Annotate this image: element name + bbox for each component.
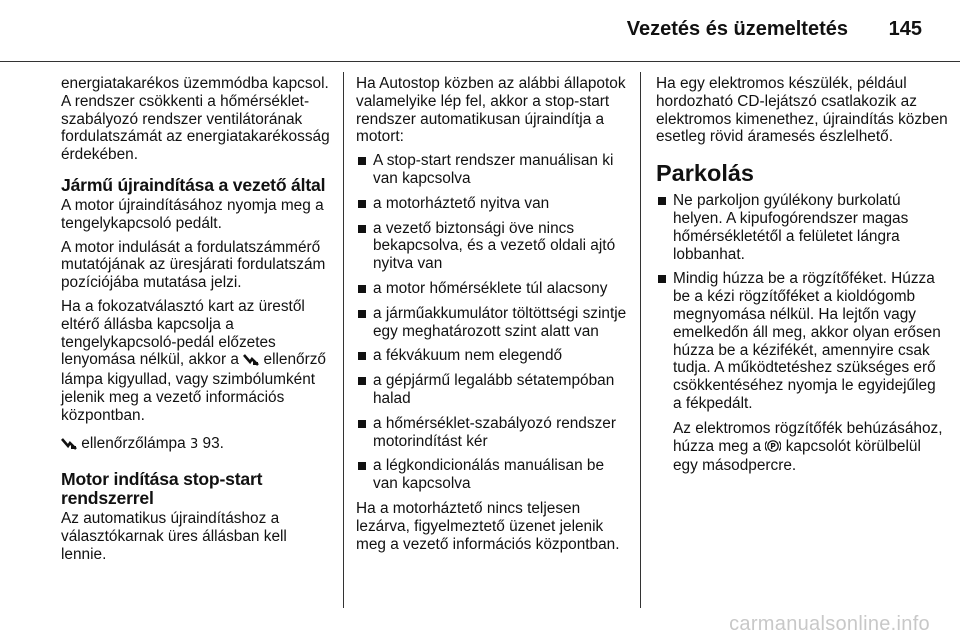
paragraph: A motor újraindításához nyomja meg a tengelykapcsoló pedált. [61, 196, 324, 232]
bullet-icon [358, 377, 366, 385]
parking-brake-icon [765, 439, 781, 458]
paragraph-text: Ha a fokozatválasztó kart az ürestől eltérő állásba kapcsolja a tengelykapcsoló-pedál előzetes lenyomása nélkül, akkor a [61, 297, 305, 369]
column-divider-1 [343, 72, 344, 608]
header-divider [0, 61, 960, 62]
bullet-icon [658, 197, 666, 205]
parking-list [656, 192, 948, 413]
heading-stop-start-start: Motor indítása stop-start rendszerrel [61, 469, 263, 509]
section-title: Vezetés és üzemeltetés [626, 18, 848, 40]
list-item: a motorháztető nyitva van [356, 195, 628, 213]
paragraph [61, 435, 333, 455]
bullet-icon [358, 352, 366, 360]
list-item: a fékvákuum nem elegendő [356, 347, 628, 365]
column-1 [61, 75, 333, 570]
bullet-icon [358, 310, 366, 318]
paragraph [673, 420, 948, 475]
list-item: A stop-start rendszer manuálisan ki van kapcsolva [356, 152, 628, 188]
page-reference: 93. [202, 434, 224, 452]
bullet-icon [658, 275, 666, 283]
page-reference-symbol: 3 [189, 436, 199, 452]
paragraph: Ha Autostop közben az alábbi állapotok valamelyike lép fel, akkor a stop-start rendszer automatikusan újraindítja a motort: [356, 75, 626, 146]
column-3 [656, 75, 948, 481]
list-item: a hőmérséklet-szabályozó rendszer motorindítást kér [356, 415, 628, 451]
heading-parking: Parkolás [656, 160, 754, 187]
paragraph: Az automatikus újraindításhoz a választókarnak üres állásban kell lennie. [61, 510, 287, 563]
bullet-icon [358, 200, 366, 208]
bullet-icon [358, 225, 366, 233]
watermark: carmanualsonline.info [729, 613, 930, 635]
page-number: 145 [888, 18, 922, 40]
paragraph-text: ellenőrzőlámpa [81, 434, 186, 452]
list-item: a légkondicionálás manuálisan be van kapcsolva [356, 457, 628, 493]
paragraph [61, 298, 333, 425]
paragraph: energiatakarékos üzemmódba kapcsol. A rendszer csökkenti a hőmérséklet-szabályozó rendszer ventilátorának fordulatszámát az energiatakarékosság érdekében. [61, 75, 330, 164]
bullet-icon [358, 157, 366, 165]
svg-text:P: P [770, 441, 777, 451]
list-item: a járműakkumulátor töltöttségi szintje egy meghatározott szint alatt van [356, 305, 628, 341]
paragraph-text: kapcsolót körülbelül egy másodpercre. [673, 437, 921, 475]
list-item: a vezető biztonsági öve nincs bekapcsolva, és a vezető oldali ajtó nyitva van [356, 220, 628, 273]
paragraph: A motor indulását a fordulatszámmérő mutatójának az üresjárati fordulatszám pozíciójába mutatása jelzi. [61, 238, 326, 292]
paragraph: Ha egy elektromos készülék, például hordozható CD-lejátszó csatlakozik az elektromos kimenethez, újraindítás közben esetleg rövid áramesés észlelhető. [656, 75, 948, 146]
heading-restart-by-driver: Jármű újraindítása a vezető által [61, 174, 326, 195]
bullet-icon [358, 462, 366, 470]
page-header [0, 0, 960, 62]
list-item: Ne parkoljon gyúlékony burkolatú helyen. A kipufogórendszer magas hőmérsékletétől a felületet lángra lobbanhat. [656, 192, 948, 263]
paragraph-text: Az elektromos rögzítőfék behúzásához, húzza meg a [673, 419, 943, 455]
restart-conditions-list [356, 152, 628, 493]
column-2 [356, 75, 628, 559]
paragraph: Ha a motorháztető nincs teljesen lezárva, figyelmeztető üzenet jelenik meg a vezető információs központban. [356, 499, 620, 553]
clutch-pedal-icon [243, 353, 259, 371]
bullet-icon [358, 285, 366, 293]
list-item: Mindig húzza be a rögzítőféket. Húzza be a kézi rögzítőféket a kioldógomb megnyomása nélkül. Ha lejtőn vagy emelkedőn áll meg, akkor olyan erősen húzza be a kézifékét, amennyire csak tudja. A működtetéshez szükséges erő csökkentéséhez nyomja le egyidejűleg a fékpedált. [656, 270, 948, 412]
list-item: a gépjármű legalább sétatempóban halad [356, 372, 628, 408]
bullet-icon [358, 420, 366, 428]
column-divider-2 [640, 72, 641, 608]
paragraph-text: ellenőrző lámpa kigyullad, vagy szimbólumként jelenik meg a vezető információs központban. [61, 351, 326, 424]
list-item: a motor hőmérséklete túl alacsony [356, 280, 628, 298]
clutch-pedal-icon [61, 437, 77, 455]
